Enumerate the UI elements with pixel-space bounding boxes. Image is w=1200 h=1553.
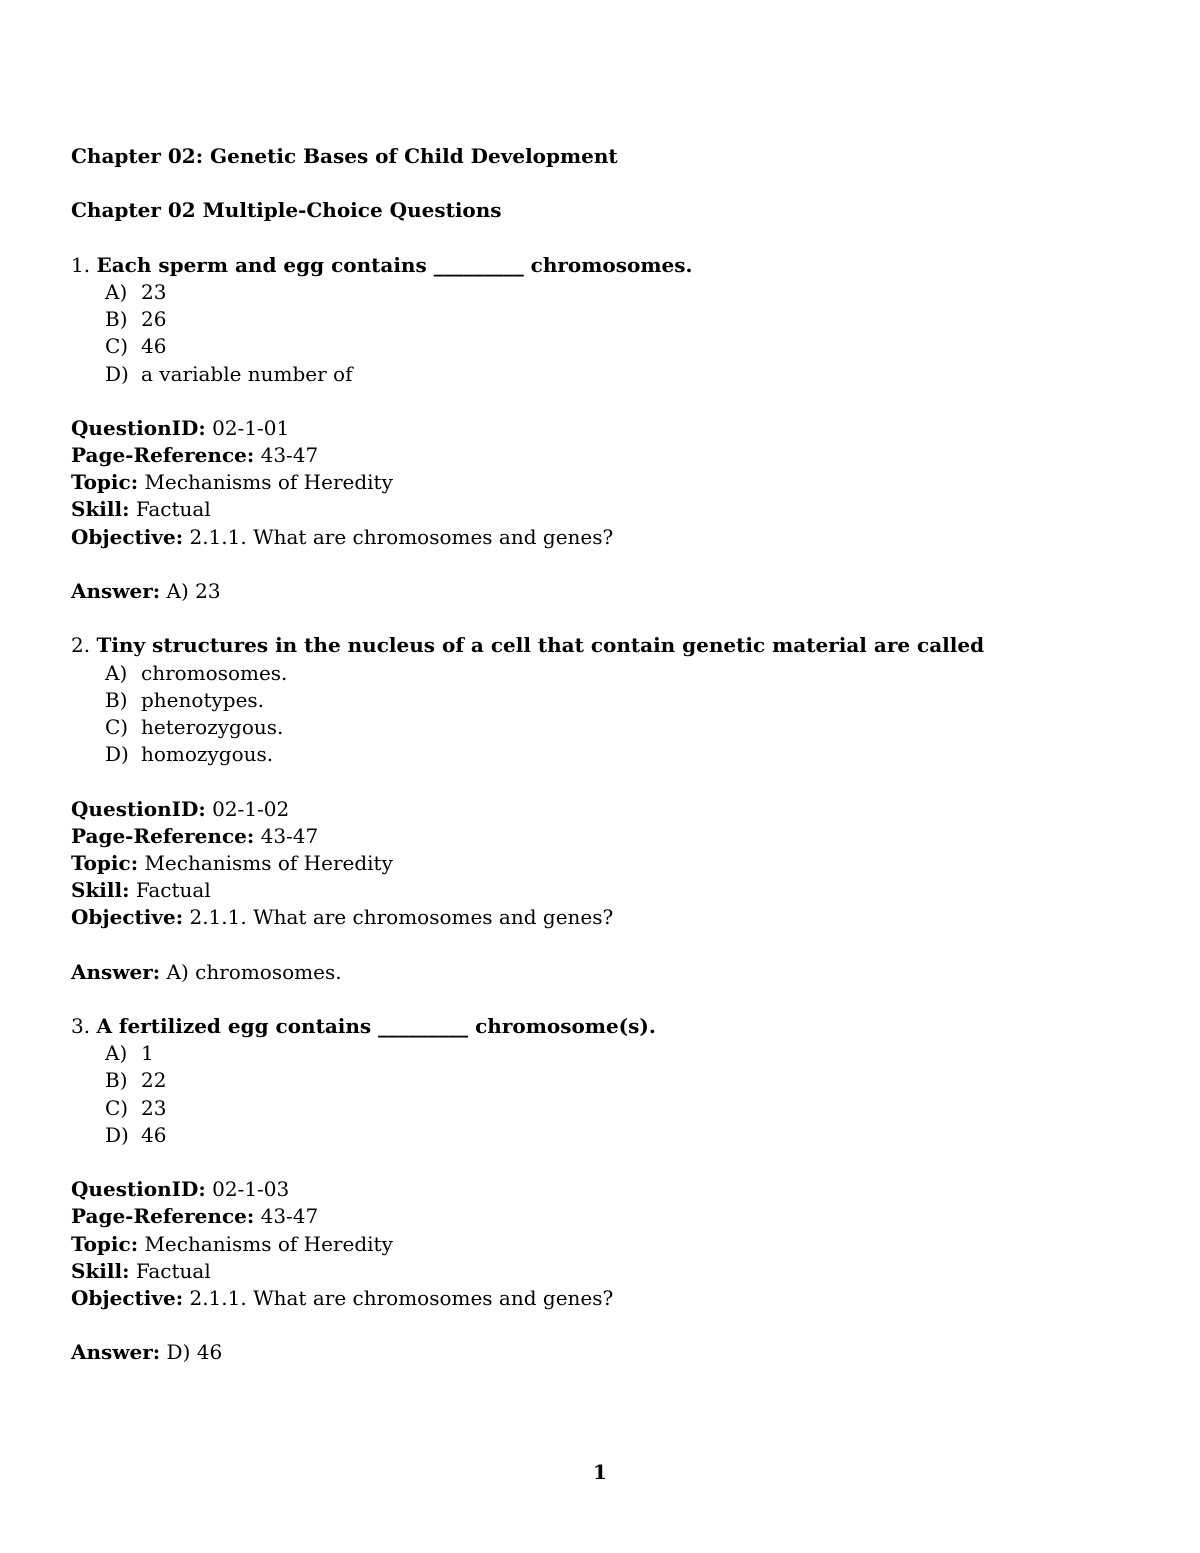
topic-value: Mechanisms of Heredity bbox=[144, 470, 393, 495]
answer-label: Answer: bbox=[71, 579, 161, 603]
choice-letter: D) bbox=[105, 1122, 129, 1147]
question-stem bbox=[71, 632, 1131, 659]
topic-label: Topic: bbox=[71, 470, 139, 495]
choice-item bbox=[105, 1040, 1131, 1067]
choice-item bbox=[105, 660, 1131, 687]
choice-text: 1 bbox=[141, 1041, 154, 1066]
choice-letter: B) bbox=[105, 687, 128, 712]
choice-text: 46 bbox=[141, 1122, 167, 1147]
choice-item bbox=[105, 1067, 1131, 1094]
choice-item bbox=[105, 279, 1131, 306]
choice-letter: B) bbox=[105, 307, 128, 332]
choice-text: phenotypes. bbox=[141, 687, 265, 712]
question-block bbox=[71, 632, 1131, 1013]
skill-row bbox=[71, 1258, 1131, 1285]
choice-text: 23 bbox=[141, 1095, 167, 1120]
question-text: Tiny structures in the nucleus of a cell that contain genetic material are called bbox=[96, 633, 985, 658]
document-page bbox=[71, 143, 1131, 1366]
question-block bbox=[71, 1013, 1131, 1366]
answer-label: Answer: bbox=[71, 1340, 161, 1365]
page-reference-label: Page-Reference: bbox=[71, 823, 255, 848]
section-title: Chapter 02 Multiple-Choice Questions bbox=[71, 198, 502, 223]
objective-row bbox=[71, 524, 1131, 551]
question-id-row bbox=[71, 796, 1131, 823]
answer-value: A) 23 bbox=[166, 579, 221, 603]
answer-row bbox=[71, 578, 1131, 605]
skill-label: Skill: bbox=[71, 497, 130, 522]
question-number: 3. bbox=[71, 1014, 91, 1038]
page-reference-value: 43-47 bbox=[260, 443, 319, 468]
choice-item bbox=[105, 1122, 1131, 1149]
skill-value: Factual bbox=[135, 497, 211, 522]
choice-list bbox=[71, 279, 1131, 388]
choice-text: a variable number of bbox=[141, 361, 353, 386]
page-reference-label: Page-Reference: bbox=[71, 443, 255, 468]
skill-value: Factual bbox=[135, 1258, 211, 1283]
skill-row bbox=[71, 877, 1131, 904]
question-id-value: 02-1-02 bbox=[212, 796, 290, 821]
choice-letter: C) bbox=[105, 334, 129, 359]
objective-row bbox=[71, 904, 1131, 931]
choice-letter: C) bbox=[105, 1095, 129, 1120]
answer-row bbox=[71, 959, 1131, 986]
question-block bbox=[71, 252, 1131, 633]
chapter-title: Chapter 02: Genetic Bases of Child Development bbox=[71, 144, 618, 168]
question-id-label: QuestionID: bbox=[71, 796, 206, 821]
choice-text: 26 bbox=[141, 307, 167, 332]
topic-row bbox=[71, 469, 1131, 496]
choice-text: chromosomes. bbox=[141, 660, 288, 685]
answer-row bbox=[71, 1339, 1131, 1366]
choice-text: homozygous. bbox=[141, 742, 274, 767]
choice-letter: C) bbox=[105, 714, 129, 739]
choice-item bbox=[105, 1095, 1131, 1122]
answer-value: A) chromosomes. bbox=[166, 959, 342, 984]
objective-label: Objective: bbox=[71, 524, 184, 549]
objective-row bbox=[71, 1285, 1131, 1312]
question-id-row bbox=[71, 1176, 1131, 1203]
question-id-row bbox=[71, 415, 1131, 442]
objective-value: 2.1.1. What are chromosomes and genes? bbox=[189, 905, 614, 930]
skill-label: Skill: bbox=[71, 878, 130, 903]
choice-letter: A) bbox=[105, 660, 128, 685]
topic-row bbox=[71, 1231, 1131, 1258]
page-reference-value: 43-47 bbox=[260, 1204, 319, 1229]
answer-value: D) 46 bbox=[166, 1340, 223, 1365]
topic-label: Topic: bbox=[71, 1231, 139, 1256]
choice-letter: D) bbox=[105, 742, 129, 767]
topic-label: Topic: bbox=[71, 850, 139, 875]
choice-list bbox=[71, 660, 1131, 769]
choice-item bbox=[105, 333, 1131, 360]
page-reference-value: 43-47 bbox=[260, 823, 319, 848]
choice-item bbox=[105, 361, 1131, 388]
question-id-value: 02-1-03 bbox=[212, 1177, 290, 1202]
question-stem bbox=[71, 1013, 1131, 1040]
choice-item bbox=[105, 687, 1131, 714]
skill-value: Factual bbox=[135, 878, 211, 903]
skill-row bbox=[71, 496, 1131, 523]
choice-letter: B) bbox=[105, 1068, 128, 1093]
topic-value: Mechanisms of Heredity bbox=[144, 850, 393, 875]
choice-text: 46 bbox=[141, 334, 167, 359]
question-id-label: QuestionID: bbox=[71, 415, 206, 440]
choice-letter: A) bbox=[105, 279, 128, 304]
choice-text: 23 bbox=[141, 279, 167, 304]
question-text: A fertilized egg contains _________ chromosome(s). bbox=[96, 1014, 656, 1038]
choice-item bbox=[105, 714, 1131, 741]
page-reference-row bbox=[71, 1203, 1131, 1230]
topic-value: Mechanisms of Heredity bbox=[144, 1231, 393, 1256]
page-reference-label: Page-Reference: bbox=[71, 1204, 255, 1229]
choice-text: heterozygous. bbox=[141, 714, 284, 739]
objective-value: 2.1.1. What are chromosomes and genes? bbox=[189, 524, 614, 549]
page-reference-row bbox=[71, 442, 1131, 469]
skill-label: Skill: bbox=[71, 1258, 130, 1283]
answer-label: Answer: bbox=[71, 959, 161, 984]
question-number: 2. bbox=[71, 633, 91, 658]
choice-list bbox=[71, 1040, 1131, 1149]
choice-item bbox=[105, 306, 1131, 333]
page-reference-row bbox=[71, 823, 1131, 850]
question-text: Each sperm and egg contains _________ chromosomes. bbox=[96, 252, 693, 277]
question-id-label: QuestionID: bbox=[71, 1177, 206, 1202]
choice-item bbox=[105, 741, 1131, 768]
choice-letter: D) bbox=[105, 361, 129, 386]
choice-text: 22 bbox=[141, 1068, 167, 1093]
objective-label: Objective: bbox=[71, 905, 184, 930]
topic-row bbox=[71, 850, 1131, 877]
page-number: 1 bbox=[593, 1460, 607, 1484]
question-number: 1. bbox=[71, 252, 91, 277]
question-stem bbox=[71, 252, 1131, 279]
objective-label: Objective: bbox=[71, 1285, 184, 1310]
choice-letter: A) bbox=[105, 1041, 128, 1066]
question-id-value: 02-1-01 bbox=[212, 415, 290, 440]
objective-value: 2.1.1. What are chromosomes and genes? bbox=[189, 1285, 614, 1310]
